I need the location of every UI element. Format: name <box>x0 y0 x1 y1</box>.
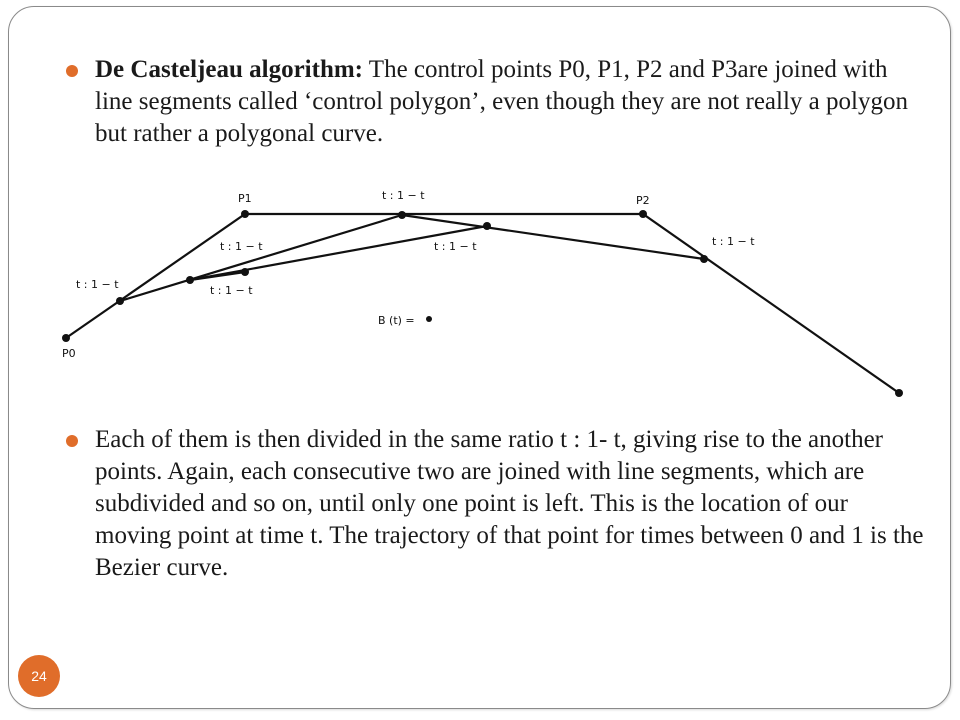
label-p0: P0 <box>62 347 76 360</box>
control-polygon <box>66 214 899 393</box>
subdivision-point <box>483 222 491 230</box>
subdivision-point <box>116 297 124 305</box>
label-p1: P1 <box>238 192 252 205</box>
ratio-label: t : 1 − t <box>434 240 477 253</box>
control-point-p2 <box>639 210 647 218</box>
bezier-point <box>426 316 432 322</box>
subdivision-point <box>700 255 708 263</box>
control-point-p3 <box>895 389 903 397</box>
subdivision-point <box>241 268 249 276</box>
first-level-segments <box>120 215 704 301</box>
subdivision-point <box>398 211 406 219</box>
control-point-p1 <box>241 210 249 218</box>
label-p2: P2 <box>636 194 650 207</box>
ratio-label: t : 1 − t <box>210 284 253 297</box>
ratio-label: t : 1 − t <box>76 278 119 291</box>
bullet-lead-term: De Casteljeau algorithm: <box>95 56 363 83</box>
ratio-label: t : 1 − t <box>220 240 263 253</box>
ratio-label: t : 1 − t <box>382 189 425 202</box>
subdivision-point <box>186 276 194 284</box>
bullet-paragraph-2: Each of them is then divided in the same ratio t : 1- t, giving rise to the another points. Again, each consecutive two are joined with line segments, which are subdivided and so on, until only one point is left. This is the location of our moving point at time t. The trajectory of that point for times between 0 and 1 is the Bezier curve. <box>95 426 924 581</box>
ratio-label: t : 1 − t <box>712 235 755 248</box>
control-point-p0 <box>62 334 70 342</box>
page-number-badge: 24 <box>18 655 60 697</box>
bullet-body-text: The control points P0, P1, P2 and P3are joined with line segments called ‘control polygon’, even though they are not really a polygon but rather a polygonal curve. <box>95 56 908 147</box>
bezier-point-label: B (t) = <box>378 314 415 327</box>
bullet-dot <box>66 435 78 447</box>
